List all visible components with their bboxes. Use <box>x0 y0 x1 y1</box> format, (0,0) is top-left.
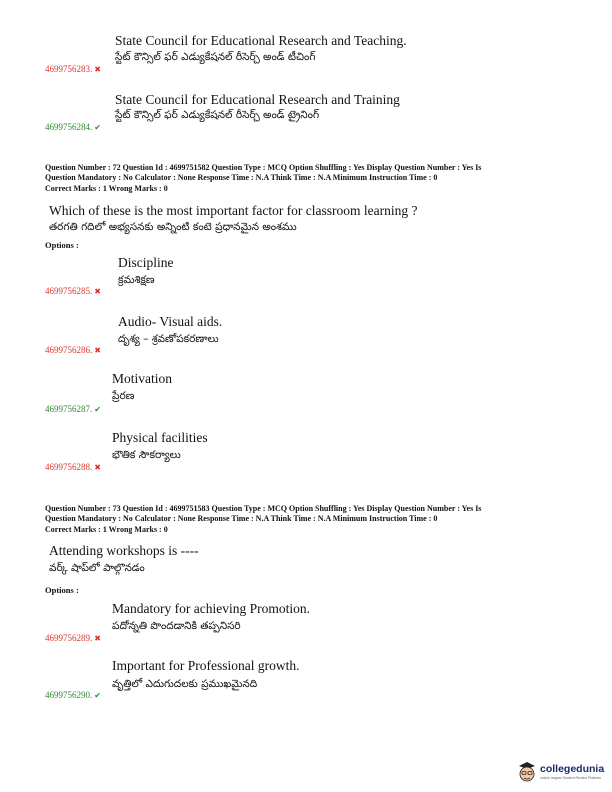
option-id <box>45 286 101 297</box>
option-id-number: 4699756285. <box>45 286 93 296</box>
option-text-en: Mandatory for achieving Promotion. <box>112 601 310 616</box>
collegedunia-logo <box>516 760 606 786</box>
option-text-en: Motivation <box>112 371 172 386</box>
option-id-number: 4699756286. <box>45 345 93 355</box>
option-id <box>45 122 101 133</box>
question-text-te: తరగతి గదిలో అభ్యసనకు అన్నింటి కంటె ప్రధానమైన అంశము <box>49 221 297 233</box>
question-text-en: Attending workshops is ---- <box>49 543 199 558</box>
correct-mark-icon: ✔ <box>94 123 101 132</box>
option-id-number: 4699756289. <box>45 633 93 643</box>
option-id-number: 4699756287. <box>45 404 93 414</box>
option-text-en: Important for Professional growth. <box>112 658 300 673</box>
options-label: Options : <box>45 240 79 250</box>
question-meta-line: Question Number : 72 Question Id : 4699751582 Question Type : MCQ Option Shuffling : Yes Display Question Number : Yes Is <box>45 163 482 172</box>
mascot-face-icon <box>516 760 538 784</box>
logo-name: collegedunia <box>540 763 605 775</box>
question-meta-line: Question Mandatory : No Calculator : None Response Time : N.A Think Time : N.A Minimum Instruction Time : 0 <box>45 514 438 523</box>
option-id <box>45 462 101 473</box>
option-id <box>45 64 101 75</box>
option-id-number: 4699756290. <box>45 690 93 700</box>
question-meta-line: Question Mandatory : No Calculator : None Response Time : N.A Think Time : N.A Minimum Instruction Time : 0 <box>45 173 438 182</box>
question-marks-line: Correct Marks : 1 Wrong Marks : 0 <box>45 184 168 193</box>
option-id-number: 4699756288. <box>45 462 93 472</box>
correct-mark-icon: ✔ <box>94 405 101 414</box>
option-id-number: 4699756283. <box>45 64 93 74</box>
wrong-mark-icon: ✖ <box>94 463 101 472</box>
question-text-te: వర్క్ షాప్‌లో పాల్గొనడం <box>49 562 145 574</box>
option-id <box>45 345 101 356</box>
wrong-mark-icon: ✖ <box>94 634 101 643</box>
wrong-mark-icon: ✖ <box>94 346 101 355</box>
question-marks-line: Correct Marks : 1 Wrong Marks : 0 <box>45 525 168 534</box>
option-text-te: దృశ్య – శ్రవణోపకరణాలు <box>118 333 219 345</box>
wrong-mark-icon: ✖ <box>94 65 101 74</box>
option-text-te: క్రమశిక్షణ <box>118 274 155 286</box>
logo-tagline: India's largest Student Review Platform <box>540 776 601 780</box>
option-text-te: పదోన్నతి పొందడానికి తప్పనిసరి <box>112 620 241 632</box>
options-label: Options : <box>45 585 79 595</box>
option-id <box>45 690 101 701</box>
option-text-en: Audio- Visual aids. <box>118 314 223 329</box>
option-text-en: State Council for Educational Research and Training <box>115 92 400 107</box>
option-id-number: 4699756284. <box>45 122 93 132</box>
option-id <box>45 633 101 644</box>
question-meta-line: Question Number : 73 Question Id : 4699751583 Question Type : MCQ Option Shuffling : Yes Display Question Number : Yes Is <box>45 504 482 513</box>
correct-mark-icon: ✔ <box>94 691 101 700</box>
option-text-en: Discipline <box>118 255 174 270</box>
option-text-te: భౌతిక సౌకర్యాలు <box>112 449 181 461</box>
option-text-en: State Council for Educational Research and Teaching. <box>115 33 407 48</box>
option-text-te: స్టేట్ కౌన్సిల్ ఫర్ ఎడ్యుకేషనల్ రీసెర్చ్ అండ్ ట్రైనింగ్ <box>115 109 320 121</box>
option-text-te: స్టేట్ కౌన్సిల్ ఫర్ ఎడ్యుకేషనల్ రీసెర్చ్ అండ్ టీచింగ్ <box>115 51 316 63</box>
question-text-en: Which of these is the most important factor for classroom learning ? <box>49 203 418 218</box>
option-id <box>45 404 101 415</box>
wrong-mark-icon: ✖ <box>94 287 101 296</box>
option-text-te: వృత్తిలో ఎదుగుదలకు ప్రముఖమైనది <box>112 678 258 690</box>
option-text-te: ప్రేరణ <box>112 390 135 402</box>
option-text-en: Physical facilities <box>112 430 208 445</box>
